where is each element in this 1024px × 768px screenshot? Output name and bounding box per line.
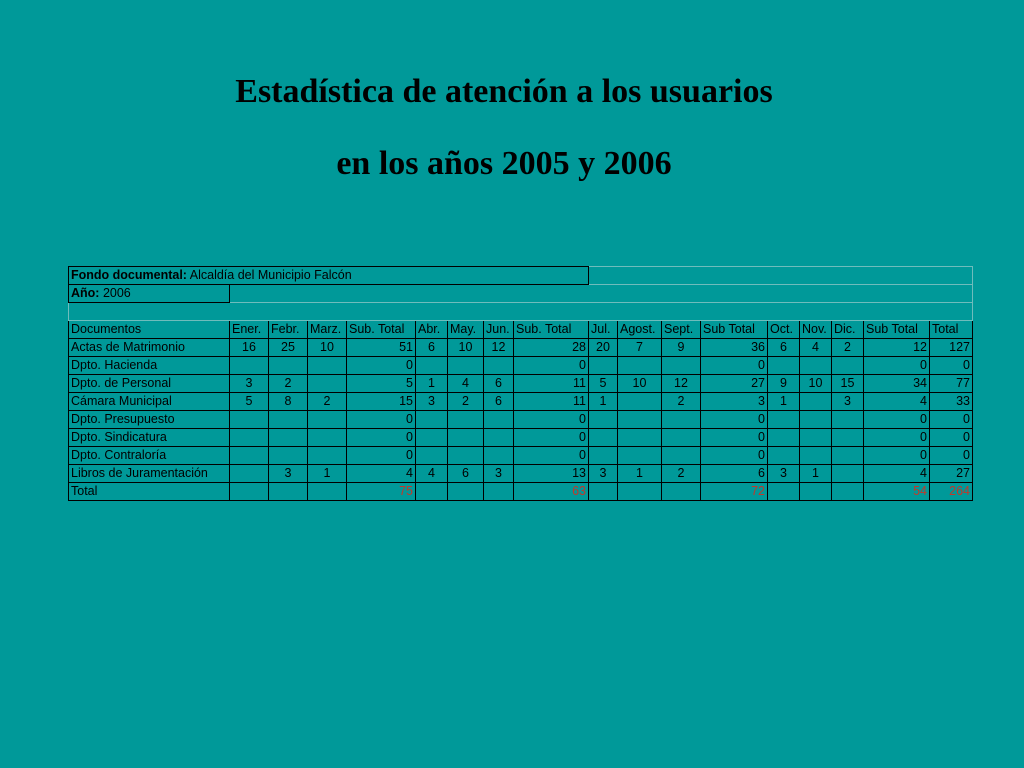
- data-cell: [230, 357, 269, 375]
- table-row: [69, 357, 973, 375]
- total-cell: [662, 483, 701, 501]
- column-header: May.: [448, 321, 484, 339]
- total-cell: [832, 483, 864, 501]
- data-cell: 28: [514, 339, 589, 357]
- data-cell: [800, 429, 832, 447]
- data-cell: 3: [832, 393, 864, 411]
- data-cell: 0: [864, 357, 930, 375]
- data-cell: 0: [347, 411, 416, 429]
- column-header: Documentos: [69, 321, 230, 339]
- data-cell: 0: [930, 411, 973, 429]
- column-header: Sub Total: [864, 321, 930, 339]
- column-header: Dic.: [832, 321, 864, 339]
- data-cell: [800, 357, 832, 375]
- data-cell: 11: [514, 393, 589, 411]
- data-cell: 12: [662, 375, 701, 393]
- data-cell: 3: [768, 465, 800, 483]
- data-cell: 12: [864, 339, 930, 357]
- data-cell: 8: [269, 393, 308, 411]
- data-cell: 1: [308, 465, 347, 483]
- data-cell: 3: [484, 465, 514, 483]
- total-row: [69, 483, 973, 501]
- data-cell: 1: [618, 465, 662, 483]
- data-cell: 0: [864, 447, 930, 465]
- table-row: [69, 465, 973, 483]
- column-header: Abr.: [416, 321, 448, 339]
- data-cell: 2: [448, 393, 484, 411]
- data-cell: [832, 357, 864, 375]
- data-cell: 1: [800, 465, 832, 483]
- column-header: Oct.: [768, 321, 800, 339]
- data-cell: [832, 447, 864, 465]
- data-cell: [448, 447, 484, 465]
- data-cell: [269, 429, 308, 447]
- column-header: Jun.: [484, 321, 514, 339]
- total-cell: 72: [701, 483, 768, 501]
- total-cell: [484, 483, 514, 501]
- data-cell: 4: [448, 375, 484, 393]
- data-cell: 0: [864, 429, 930, 447]
- data-cell: 4: [864, 465, 930, 483]
- row-label: Libros de Juramentación: [69, 465, 230, 483]
- column-header: Sub. Total: [347, 321, 416, 339]
- fondo-value: Alcaldía del Municipio Falcón: [189, 268, 352, 282]
- data-cell: 5: [230, 393, 269, 411]
- total-cell: [768, 483, 800, 501]
- data-cell: [768, 447, 800, 465]
- column-header: Agost.: [618, 321, 662, 339]
- data-cell: [230, 465, 269, 483]
- data-cell: 51: [347, 339, 416, 357]
- column-header: Marz.: [308, 321, 347, 339]
- row-label: Total: [69, 483, 230, 501]
- data-cell: 0: [514, 411, 589, 429]
- data-cell: 0: [701, 429, 768, 447]
- data-cell: 10: [800, 375, 832, 393]
- data-cell: 3: [589, 465, 618, 483]
- total-cell: [589, 483, 618, 501]
- data-cell: [484, 429, 514, 447]
- header-row: [69, 321, 973, 339]
- data-cell: 9: [662, 339, 701, 357]
- column-header: Febr.: [269, 321, 308, 339]
- data-cell: 27: [930, 465, 973, 483]
- column-header: Sub. Total: [514, 321, 589, 339]
- data-cell: 9: [768, 375, 800, 393]
- data-cell: 15: [832, 375, 864, 393]
- data-cell: 6: [416, 339, 448, 357]
- data-cell: 0: [864, 411, 930, 429]
- data-cell: 33: [930, 393, 973, 411]
- data-cell: [308, 357, 347, 375]
- data-cell: 127: [930, 339, 973, 357]
- column-header: Total: [930, 321, 973, 339]
- table-row: [69, 339, 973, 357]
- data-cell: 5: [347, 375, 416, 393]
- column-header: Nov.: [800, 321, 832, 339]
- data-cell: [269, 411, 308, 429]
- data-cell: 1: [589, 393, 618, 411]
- data-cell: 2: [662, 465, 701, 483]
- data-cell: 0: [347, 429, 416, 447]
- data-cell: 10: [308, 339, 347, 357]
- column-header: Jul.: [589, 321, 618, 339]
- row-label: Dpto. Contraloría: [69, 447, 230, 465]
- data-cell: 6: [484, 393, 514, 411]
- data-cell: 4: [864, 393, 930, 411]
- data-cell: 7: [618, 339, 662, 357]
- total-cell: [269, 483, 308, 501]
- data-cell: 2: [832, 339, 864, 357]
- data-cell: 6: [701, 465, 768, 483]
- data-cell: 36: [701, 339, 768, 357]
- data-cell: [308, 411, 347, 429]
- data-cell: 11: [514, 375, 589, 393]
- data-cell: [484, 447, 514, 465]
- data-cell: 2: [662, 393, 701, 411]
- data-cell: 4: [416, 465, 448, 483]
- data-cell: [589, 357, 618, 375]
- data-cell: 0: [930, 429, 973, 447]
- total-cell: 63: [514, 483, 589, 501]
- total-cell: [230, 483, 269, 501]
- data-cell: 0: [930, 447, 973, 465]
- data-cell: 20: [589, 339, 618, 357]
- fondo-label: Fondo documental:: [71, 268, 187, 282]
- fondo-row: [69, 267, 973, 285]
- table-row: [69, 447, 973, 465]
- row-label: Dpto. de Personal: [69, 375, 230, 393]
- meta-spacer: [589, 267, 973, 285]
- data-cell: [662, 429, 701, 447]
- data-cell: [800, 393, 832, 411]
- data-cell: [448, 411, 484, 429]
- data-cell: 4: [800, 339, 832, 357]
- column-header: Ener.: [230, 321, 269, 339]
- data-cell: 0: [930, 357, 973, 375]
- data-cell: [800, 411, 832, 429]
- data-cell: 6: [448, 465, 484, 483]
- data-cell: [230, 447, 269, 465]
- data-cell: [269, 357, 308, 375]
- data-cell: [416, 411, 448, 429]
- anio-label: Año:: [71, 286, 100, 300]
- data-cell: [416, 357, 448, 375]
- data-cell: [768, 357, 800, 375]
- data-cell: [416, 429, 448, 447]
- data-cell: [484, 411, 514, 429]
- total-cell: [800, 483, 832, 501]
- fondo-cell: [69, 267, 589, 285]
- meta-spacer: [230, 285, 973, 303]
- data-cell: 12: [484, 339, 514, 357]
- data-cell: 0: [514, 357, 589, 375]
- data-cell: 10: [618, 375, 662, 393]
- data-cell: [269, 447, 308, 465]
- data-cell: 13: [514, 465, 589, 483]
- data-cell: 15: [347, 393, 416, 411]
- data-cell: 34: [864, 375, 930, 393]
- data-cell: [230, 411, 269, 429]
- column-header: Sept.: [662, 321, 701, 339]
- total-cell: [308, 483, 347, 501]
- anio-row: [69, 285, 973, 303]
- data-cell: [618, 357, 662, 375]
- data-cell: 0: [347, 447, 416, 465]
- data-cell: [768, 411, 800, 429]
- data-cell: 1: [416, 375, 448, 393]
- data-cell: 3: [416, 393, 448, 411]
- data-cell: [662, 411, 701, 429]
- total-cell: [416, 483, 448, 501]
- row-label: Cámara Municipal: [69, 393, 230, 411]
- row-label: Dpto. Sindicatura: [69, 429, 230, 447]
- column-header: Sub Total: [701, 321, 768, 339]
- row-label: Actas de Matrimonio: [69, 339, 230, 357]
- data-cell: 3: [230, 375, 269, 393]
- data-cell: [832, 429, 864, 447]
- data-cell: 25: [269, 339, 308, 357]
- table-row: [69, 429, 973, 447]
- data-cell: [230, 429, 269, 447]
- data-cell: [308, 375, 347, 393]
- data-cell: 6: [768, 339, 800, 357]
- data-cell: [308, 447, 347, 465]
- data-cell: 0: [701, 357, 768, 375]
- data-cell: [832, 411, 864, 429]
- data-cell: 27: [701, 375, 768, 393]
- data-cell: [416, 447, 448, 465]
- data-cell: 3: [269, 465, 308, 483]
- data-cell: 4: [347, 465, 416, 483]
- data-cell: [618, 447, 662, 465]
- data-cell: 10: [448, 339, 484, 357]
- data-cell: [832, 465, 864, 483]
- data-cell: 0: [514, 447, 589, 465]
- row-label: Dpto. Presupuesto: [69, 411, 230, 429]
- total-cell: 264: [930, 483, 973, 501]
- anio-value: 2006: [102, 286, 131, 300]
- anio-cell: [69, 285, 230, 303]
- data-cell: [448, 357, 484, 375]
- total-cell: [448, 483, 484, 501]
- data-cell: 6: [484, 375, 514, 393]
- total-cell: 75: [347, 483, 416, 501]
- total-cell: 54: [864, 483, 930, 501]
- data-cell: 0: [701, 411, 768, 429]
- data-cell: 2: [269, 375, 308, 393]
- data-cell: [448, 429, 484, 447]
- data-cell: [800, 447, 832, 465]
- table-row: [69, 375, 973, 393]
- data-cell: [618, 429, 662, 447]
- data-cell: [308, 429, 347, 447]
- data-cell: 16: [230, 339, 269, 357]
- data-cell: [589, 411, 618, 429]
- data-cell: [618, 411, 662, 429]
- table-row: [69, 411, 973, 429]
- statistics-table: [68, 266, 973, 501]
- page-subtitle: en los años 2005 y 2006: [336, 145, 672, 182]
- data-cell: 2: [308, 393, 347, 411]
- data-cell: [618, 393, 662, 411]
- data-cell: 0: [514, 429, 589, 447]
- data-cell: [589, 447, 618, 465]
- data-cell: 0: [347, 357, 416, 375]
- data-cell: [662, 447, 701, 465]
- data-cell: [662, 357, 701, 375]
- row-label: Dpto. Hacienda: [69, 357, 230, 375]
- data-cell: 5: [589, 375, 618, 393]
- total-cell: [618, 483, 662, 501]
- data-cell: 3: [701, 393, 768, 411]
- table-row: [69, 393, 973, 411]
- data-cell: 1: [768, 393, 800, 411]
- data-cell: [768, 429, 800, 447]
- data-cell: 0: [701, 447, 768, 465]
- data-cell: [589, 429, 618, 447]
- gap-row: [69, 303, 973, 321]
- data-cell: 77: [930, 375, 973, 393]
- page-title: Estadística de atención a los usuarios: [235, 73, 773, 110]
- data-cell: [484, 357, 514, 375]
